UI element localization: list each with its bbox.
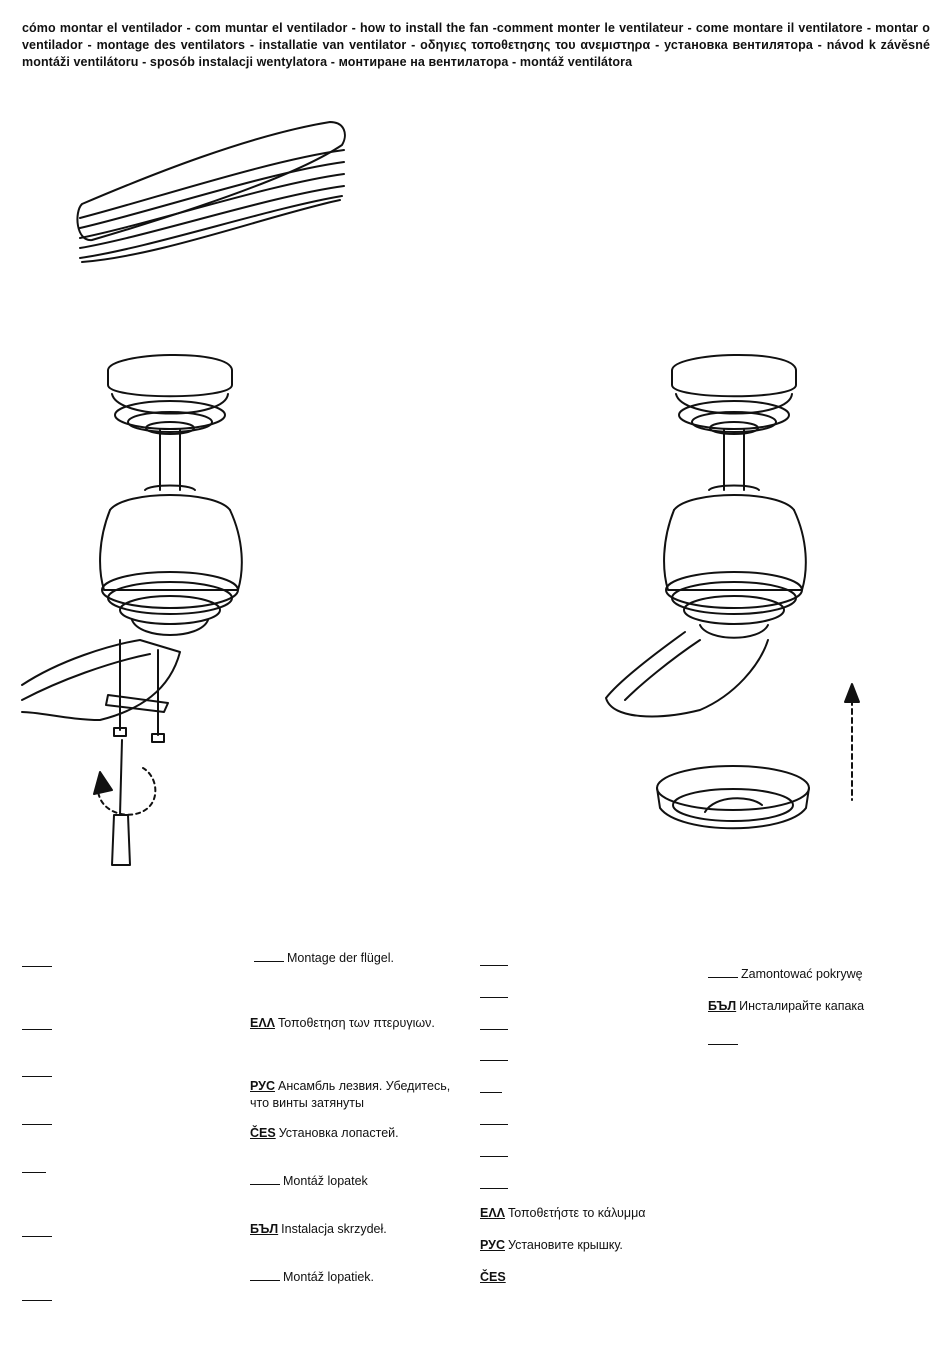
language-code: ČES [480,1270,506,1284]
blank-line [708,977,738,978]
instruction-text: Montáž lopatek [283,1174,368,1188]
blank-line [250,1184,280,1185]
instruction-text: Установка лопастей. [278,1126,399,1140]
cover-instruction-ell [480,1205,646,1222]
rule [708,1044,738,1045]
page-title: cómo montar el ventilador - com muntar el ventilador - how to install the fan -comment monter le ventilateur - come montare il ventilatore - montar o ventilador - montage des ventilators - installatie van ventilator - οδηγιες τοποθετησης του ανεμιστηρα - установка вентилятора - návod k závěsné montáži ventilátoru - sposób instalacji wentylatora - монтиране на вентилатора - montáž ventilátora [22,21,930,69]
language-code: РУС [250,1079,275,1093]
instruction-text: Τοποθετήστε το κάλυμμα [508,1206,646,1220]
cover-instruction-bul [708,998,864,1015]
rule [22,966,52,967]
fan-blade-stack-drawing [77,122,344,262]
blank-line [250,1280,280,1281]
blank-line [254,961,284,962]
instruction-text: Ансамбль лезвия. Убедитесь, [277,1079,451,1093]
cover-instruction-pl [708,966,863,983]
instruction-text: Τοποθετηση των πτερυγιων. [278,1016,435,1030]
rule [22,1029,52,1030]
instruction-cz [250,1173,368,1190]
rule [480,1188,508,1189]
rule [480,1156,508,1157]
rotate-arrowhead-icon [94,772,112,794]
instruction-de [254,950,394,967]
instruction-text: Zamontować pokrywę [741,967,863,981]
rule [480,1029,508,1030]
instruction-text: Инсталирайте капака [739,999,865,1013]
rule [22,1300,52,1301]
language-code: ΕΛΛ [480,1206,506,1220]
rule [480,965,508,966]
fan-body-right-drawing [606,355,809,828]
instruction-ces [250,1125,399,1142]
instruction-rus-line2 [250,1095,364,1112]
cover-instruction-rus [480,1237,623,1254]
instruction-text: Montage der flügel. [287,951,395,965]
instruction-bul [250,1221,387,1238]
language-code: РУС [480,1238,505,1252]
instruction-text: Instalacja skrzydeł. [281,1222,387,1236]
up-arrow-icon [845,684,859,702]
rule [480,997,508,998]
rule [480,1124,508,1125]
language-code: БЪЛ [250,1222,279,1236]
instruction-text: Установите крышку. [507,1238,623,1252]
language-code: ČES [250,1126,276,1140]
rule [22,1076,52,1077]
rule [22,1236,52,1237]
instruction-rus [250,1078,450,1095]
language-code: ΕΛΛ [250,1016,276,1030]
cover-instruction-ces [480,1269,509,1286]
instruction-text: Montáž lopatiek. [283,1270,375,1284]
instruction-sk [250,1269,374,1286]
rule [22,1124,52,1125]
rule [480,1092,502,1093]
rule [480,1060,508,1061]
fan-body-left-drawing [22,355,242,865]
language-code: БЪЛ [708,999,737,1013]
instruction-text: что винты затянуты [250,1096,364,1110]
rule [22,1172,46,1173]
instruction-ell [250,1015,435,1032]
